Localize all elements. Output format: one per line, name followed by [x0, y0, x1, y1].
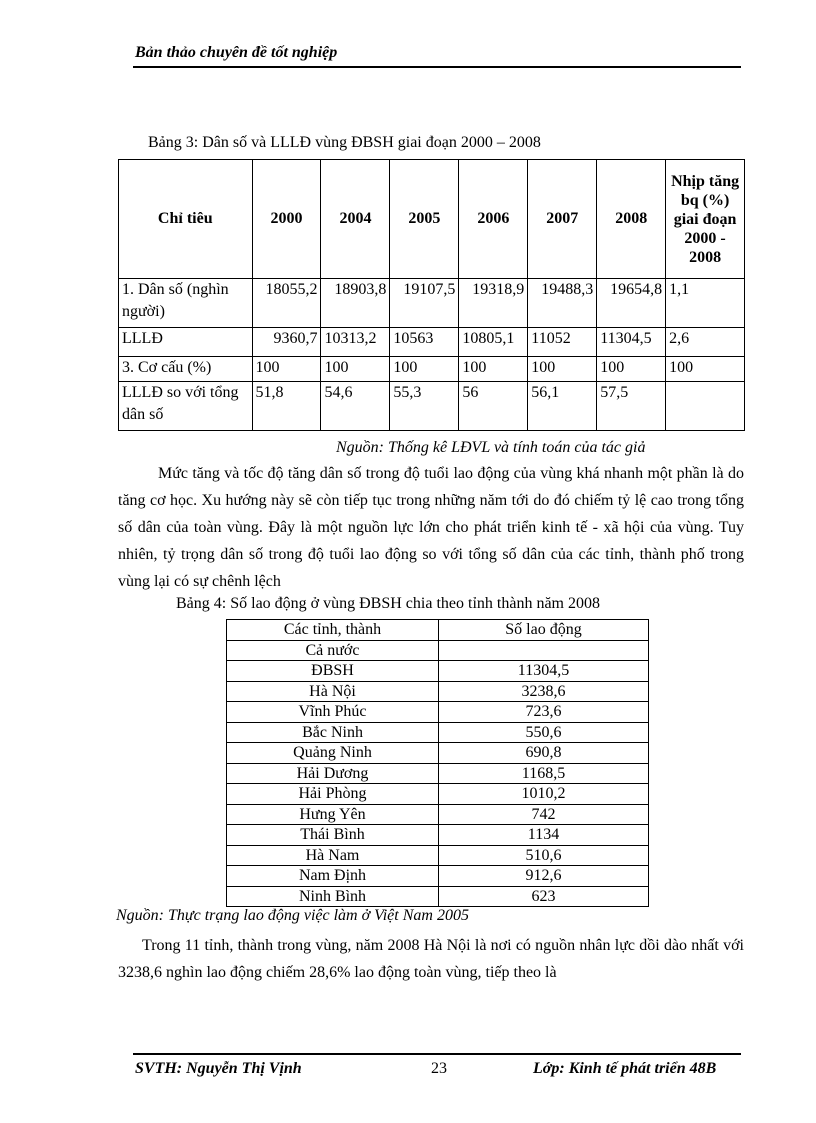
table-cell: 56 — [459, 382, 528, 431]
labor-cell: 690,8 — [439, 743, 649, 764]
table-row — [227, 640, 649, 661]
table-cell: 10313,2 — [321, 328, 390, 357]
table-cell: 10805,1 — [459, 328, 528, 357]
table3-caption: Bảng 3: Dân số và LLLĐ vùng ĐBSH giai đoạn 2000 – 2008 — [148, 134, 541, 151]
table-cell: 57,5 — [597, 382, 666, 431]
table-cell: 18055,2 — [252, 279, 321, 328]
table-row — [227, 804, 649, 825]
labor-cell — [439, 640, 649, 661]
paragraph-2 — [118, 932, 744, 986]
table-row — [227, 702, 649, 723]
labor-cell: 623 — [439, 886, 649, 907]
table-header-row — [227, 620, 649, 641]
table-row — [119, 328, 745, 357]
table-row — [227, 743, 649, 764]
province-cell: ĐBSH — [227, 661, 439, 682]
table-cell: 19488,3 — [528, 279, 597, 328]
table-cell: 56,1 — [528, 382, 597, 431]
header-cell: 2004 — [321, 160, 390, 279]
header-cell: 2008 — [597, 160, 666, 279]
footer-class: Lớp: Kinh tế phát triển 48B — [533, 1060, 717, 1077]
labor-cell: 912,6 — [439, 866, 649, 887]
table-row — [227, 661, 649, 682]
table-cell: 19107,5 — [390, 279, 459, 328]
province-cell: Cả nước — [227, 640, 439, 661]
table-cell: 11304,5 — [597, 328, 666, 357]
table-cell: 11052 — [528, 328, 597, 357]
province-cell: Bắc Ninh — [227, 722, 439, 743]
header-cell: 2006 — [459, 160, 528, 279]
table-row — [119, 279, 745, 328]
paragraph-1 — [118, 460, 744, 595]
page-header-title: Bản thảo chuyên đề tốt nghiệp — [135, 44, 338, 61]
table-cell: 2,6 — [666, 328, 745, 357]
table-row — [227, 825, 649, 846]
table-row — [227, 866, 649, 887]
labor-cell: 723,6 — [439, 702, 649, 723]
province-cell: Ninh Bình — [227, 886, 439, 907]
province-cell: Vĩnh Phúc — [227, 702, 439, 723]
population-table — [118, 159, 745, 431]
table-cell: 100 — [321, 357, 390, 382]
province-cell: Hải Phòng — [227, 784, 439, 805]
table-row — [227, 681, 649, 702]
footer-student: SVTH: Nguyễn Thị Vịnh — [135, 1060, 302, 1077]
table-cell: 100 — [528, 357, 597, 382]
table-cell — [666, 382, 745, 431]
labor-cell: 510,6 — [439, 845, 649, 866]
province-cell: Nam Định — [227, 866, 439, 887]
table-cell: 10563 — [390, 328, 459, 357]
header-cell: 2005 — [390, 160, 459, 279]
table-cell: 100 — [390, 357, 459, 382]
footer-rule — [133, 1053, 741, 1055]
header-cell: Chỉ tiêu — [119, 160, 253, 279]
labor-cell: 11304,5 — [439, 661, 649, 682]
table-cell: 55,3 — [390, 382, 459, 431]
header-cell: Các tỉnh, thành — [227, 620, 439, 641]
labor-cell: 1168,5 — [439, 763, 649, 784]
header-cell: 2000 — [252, 160, 321, 279]
table-row — [227, 763, 649, 784]
table-cell: 100 — [459, 357, 528, 382]
labor-cell: 3238,6 — [439, 681, 649, 702]
table4-caption: Bảng 4: Số lao động ở vùng ĐBSH chia theo tỉnh thành năm 2008 — [176, 595, 600, 612]
paragraph-1-text: Mức tăng và tốc độ tăng dân số trong độ tuổi lao động của vùng khá nhanh một phần là do tăng cơ học. Xu hướng này sẽ còn tiếp tục trong những năm tới do đó chiếm tỷ lệ cao trong tổng số dân của toàn vùng. Đây là một nguồn lực lớn cho phát triển kinh tế - xã hội của vùng. Tuy nhiên, tỷ trọng dân số trong độ tuổi lao động so với tổng số dân của các tỉnh, thành phố trong vùng lại có sự chênh lệch — [118, 465, 744, 590]
labor-cell: 550,6 — [439, 722, 649, 743]
labor-cell: 1134 — [439, 825, 649, 846]
table-cell: 100 — [252, 357, 321, 382]
table4-source: Nguồn: Thực trạng lao động việc làm ở Việt Nam 2005 — [116, 907, 469, 924]
table-cell: 100 — [666, 357, 745, 382]
province-cell: Thái Bình — [227, 825, 439, 846]
table-cell: 9360,7 — [252, 328, 321, 357]
labor-cell: 742 — [439, 804, 649, 825]
table-cell: 3. Cơ cấu (%) — [119, 357, 253, 382]
table-row — [227, 845, 649, 866]
province-cell: Hà Nội — [227, 681, 439, 702]
province-cell: Hà Nam — [227, 845, 439, 866]
province-cell: Hưng Yên — [227, 804, 439, 825]
table-header-row — [119, 160, 745, 279]
table-row — [119, 382, 745, 431]
header-cell: Nhịp tăng bq (%) giai đoạn 2000 - 2008 — [666, 160, 745, 279]
header-rule — [133, 66, 741, 68]
table-cell: 19318,9 — [459, 279, 528, 328]
paragraph-2-text: Trong 11 tỉnh, thành trong vùng, năm 2008 Hà Nội là nơi có nguồn nhân lực dồi dào nhất với 3238,6 nghìn lao động chiếm 28,6% lao động toàn vùng, tiếp theo là — [118, 937, 744, 981]
table-cell: 54,6 — [321, 382, 390, 431]
table-row — [227, 784, 649, 805]
province-cell: Hải Dương — [227, 763, 439, 784]
labor-cell: 1010,2 — [439, 784, 649, 805]
table-cell: 19654,8 — [597, 279, 666, 328]
table-row — [119, 357, 745, 382]
table3-source: Nguồn: Thống kê LĐVL và tính toán của tác giả — [336, 439, 646, 456]
table-cell: LLLĐ — [119, 328, 253, 357]
header-cell: Số lao động — [439, 620, 649, 641]
table-row — [227, 722, 649, 743]
province-cell: Quảng Ninh — [227, 743, 439, 764]
table-cell: 18903,8 — [321, 279, 390, 328]
table-row — [227, 886, 649, 907]
table-cell: 100 — [597, 357, 666, 382]
page-number: 23 — [431, 1060, 447, 1077]
header-cell: 2007 — [528, 160, 597, 279]
table-cell: 1,1 — [666, 279, 745, 328]
table-cell: LLLĐ so với tổng dân số — [119, 382, 253, 431]
labor-by-province-table — [226, 619, 649, 907]
table-cell: 51,8 — [252, 382, 321, 431]
table-cell: 1. Dân số (nghìn người) — [119, 279, 253, 328]
